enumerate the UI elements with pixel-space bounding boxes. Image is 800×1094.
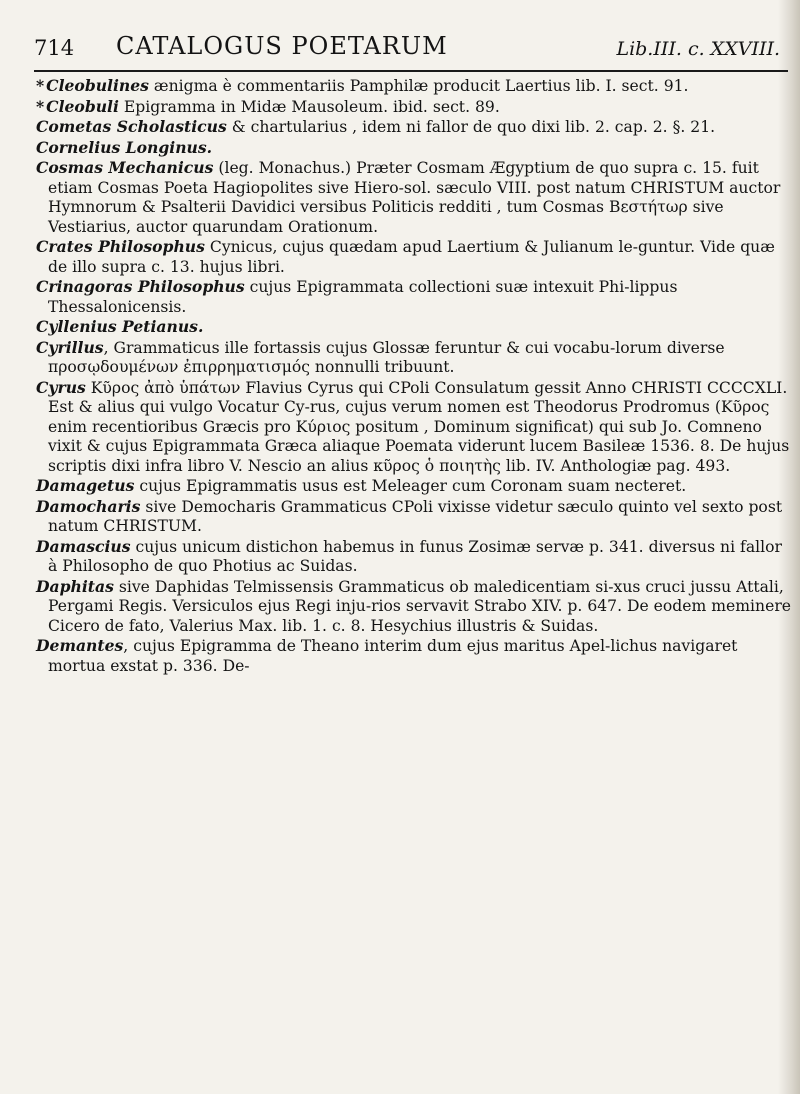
entry-heading: Cyrus — [36, 377, 86, 397]
entry-heading: Cyllenius Petianus. — [36, 317, 204, 336]
running-title: CATALOGUS POETARUM — [116, 32, 448, 60]
entry-text: Epigramma in Midæ Mausoleum. ibid. sect. 89. — [123, 97, 500, 116]
catalogue-entry — [36, 537, 792, 577]
asterisk-mark: * — [36, 76, 45, 95]
catalogue-entry — [36, 577, 792, 637]
catalogue-entry — [36, 76, 792, 97]
entry-heading: Demantes — [36, 636, 124, 655]
entry-heading: Cyrillus — [36, 337, 104, 357]
catalogue-entry — [36, 97, 792, 118]
catalogue-entry — [36, 117, 792, 138]
catalogue-entry — [36, 237, 792, 277]
entry-heading: Cornelius Longinus. — [36, 137, 213, 157]
entry-text: Κῦρος ἀπὸ ὑπάτων Flavius Cyrus qui CPoli Consulatum gessit Anno CHRISTI CCCCXLI. Est & alius qui vulgo Vocatur Cy-rus, cujus verum nomen est Theodorus Prodromus (Κῦρος enim recentioribus Græcis pro Κύριος positum , Dominum significat) qui sub Jo. Comneno vixit & cujus Epigrammata Græca aliaque Poemata viderunt lucem Basileæ 1536. 8. De hujus scriptis dixi infra libro V. Nescio an alius κῦρος ὁ ποιητὴς lib. IV. Anthologiæ pag. 493. — [48, 378, 790, 475]
entry-heading: Cleobuli — [46, 96, 119, 116]
catalogue-entry — [36, 138, 792, 159]
entry-text: , cujus Epigramma de Theano interim dum ejus maritus Apel-lichus navigaret mortua exstat p. 336. De- — [48, 637, 738, 675]
entry-heading: Damagetus — [36, 476, 135, 495]
catalogue-entry — [36, 317, 792, 338]
entry-text: sive Democharis Grammaticus CPoli vixisse videtur sæculo quinto vel sexto post natum CHRISTUM. — [48, 497, 783, 535]
entry-text: sive Daphidas Telmissensis Grammaticus ob maledicentiam si-xus cruci jussu Attali, Pergami Regis. Versiculos ejus Regi inju-rios servavit Strabo XIV. p. 647. De eodem meminere Cicero de fato, Valerius Max. lib. 1. c. 8. Hesychius illustris & Suidas. — [48, 577, 792, 635]
catalogue-body — [36, 76, 792, 676]
entry-heading: Cometas Scholasticus — [36, 117, 227, 136]
entry-text: (leg. Monachus.) Præter Cosmam Ægyptium de quo supra c. 15. fuit etiam Cosmas Poeta Hagiopolites sive Hiero-sol. sæculo VIII. post natum CHRISTUM auctor Hymnorum & Psalterii Davidici versibus Politicis redditi , tum Cosmas Βεστήτωρ sive Vestiarius, auctor quarundam Orationum. — [48, 159, 781, 236]
entry-text: cujus unicum distichon habemus in funus Zosimæ servæ p. 341. diversus ni fallor à Philosopho de quo Photius ac Suidas. — [48, 537, 782, 575]
entry-heading: Cleobulines — [46, 76, 149, 95]
entry-text: cujus Epigrammatis usus est Meleager cum Coronam suam necteret. — [139, 477, 687, 495]
catalogue-entry — [36, 378, 792, 477]
entry-text: Cynicus, cujus quædam apud Laertium & Julianum le-guntur. Vide quæ de illo supra c. 13. hujus libri. — [48, 238, 775, 276]
catalogue-entry — [36, 338, 792, 378]
page-number: 714 — [34, 36, 75, 60]
book-chapter-reference: Lib.III. c. XXVIII. — [616, 38, 780, 60]
entry-text: , Grammaticus ille fortassis cujus Glossæ feruntur & cui vocabu-lorum diverse προσῳδουμένων ἐπιρρηματισμός nonnulli tribuunt. — [48, 338, 725, 376]
entry-heading: Cosmas Mechanicus — [36, 158, 214, 177]
header-rule — [34, 70, 788, 72]
catalogue-entry — [36, 158, 792, 237]
catalogue-entry — [36, 277, 792, 317]
entry-text: ænigma è commentariis Pamphilæ producit Laertius lib. I. sect. 91. — [153, 77, 689, 95]
catalogue-entry — [36, 497, 792, 537]
asterisk-mark: * — [36, 96, 45, 116]
entry-heading: Crates Philosophus — [36, 237, 205, 256]
entry-heading: Damascius — [36, 536, 131, 556]
entry-text: cujus Epigrammata collectioni suæ intexuit Phi-lippus Thessalonicensis. — [48, 278, 678, 316]
page-header — [34, 28, 780, 68]
entry-heading: Damocharis — [36, 496, 141, 516]
entry-heading: Crinagoras Philosophus — [36, 277, 245, 296]
catalogue-entry — [36, 476, 792, 497]
entry-text: & chartularius , idem ni fallor de quo dixi lib. 2. cap. 2. §. 21. — [231, 118, 716, 136]
entry-heading: Daphitas — [36, 576, 114, 596]
catalogue-entry — [36, 636, 792, 676]
